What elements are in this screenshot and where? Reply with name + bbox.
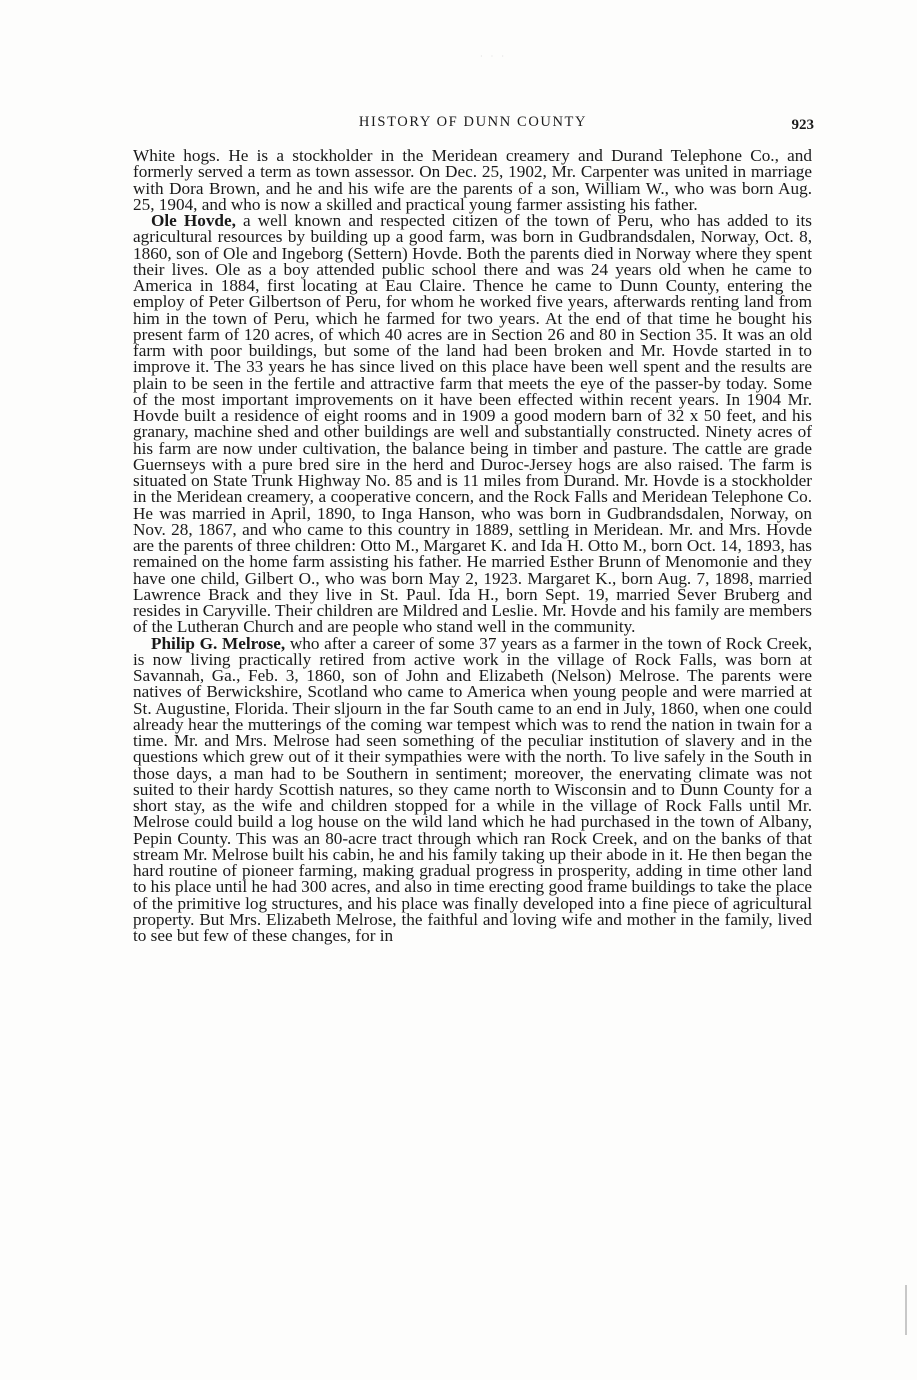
paragraph-text: a well known and respected citizen of the town of Peru, who has added to its agricultural resources by building up a good farm, was born in Gudbrandsdalen, Norway, Oct. 8, 1860, son of Ole and Ingeborg (Settern) Hovde. Both the parents died in Norway where they spent their lives. Ole as a boy attended public school there and was 24 years old when he came to America in 1884, first locating at Eau Claire. Thence he came to Dunn County, entering the employ of Peter Gilbertson of Peru, for whom he worked five years, afterwards renting land from him in the town of Peru, which he farmed for two years. At the end of that time he bought his present farm of 120 acres, of which 40 acres are in Section 26 and 80 in Section 35. It was an old farm with poor buildings, but some of the land had been broken and Mr. Hovde started in to improve it. The 33 years he has since lived on this place have been well spent and the results are plain to be seen in the fertile and attractive farm that meets the eye of the passer-by today. Some of the most important improvements on it have been effected within recent years. In 1904 Mr. Hovde built a residence of eight rooms and in 1909 a good modern barn of 32 x 50 feet, and his granary, machine shed and other buildings are well and substantially constructed. Ninety acres of his farm are now under cultivation, the balance being in timber and pasture. The cattle are grade Guernseys with a pure bred sire in the herd and Duroc-Jersey hogs are also raised. The farm is situated on State Trunk Highway No. 85 and is 11 miles from Durand. Mr. Hovde is a stockholder in the Meridean creamery, a cooperative concern, and the Rock Falls and Meridean Telephone Co. He was married in April, 1890, to Inga Hanson, who was born in Gudbrandsdalen, Norway, on Nov. 28, 1867, and who came to this country in 1889, settling in Meridean. Mr. and Mrs. Hovde are the parents of three children: Otto M., Margaret K. and Ida H. Otto M., born Oct. 14, 1893, has remained on the home farm assisting his father. He married Esther Brunn of Menomonie and they have one child, Gilbert O., who was born May 2, 1923. Margaret K., born Aug. 7, 1898, married Lawrence Brack and they live in St. Paul. Ida H., born Sept. 19, married Sever Bruberg and resides in Caryville. Their children are Mildred and Leslie. Mr. Hovde and his family are members of the Lutheran Church and are people who stand well in the community. — [133, 211, 812, 637]
page-header — [130, 114, 816, 136]
paragraph-text: who after a career of some 37 years as a farmer in the town of Rock Creek, is now living practically retired from active work in the village of Rock Falls, was born at Savannah, Ga., Feb. 3, 1860, son of John and Elizabeth (Nelson) Melrose. The parents were natives of Berwickshire, Scotland who came to America when young people and were married at St. Augustine, Florida. Their sljourn in the far South came to an end in July, 1860, when one could already hear the mutterings of the coming war tempest which was to rend the nation in twain for a time. Mr. and Mrs. Melrose had seen something of the peculiar institution of slavery and in the questions which grew out of it their sympathies were with the north. To live safely in the South in those days, a man had to be Southern in sentiment; moreover, the enervating climate was not suited to their hardy Scottish natures, so they came north to Wisconsin and to Dunn County for a short stay, as the wife and children stopped for a while in the village of Rock Falls until Mr. Melrose could build a log house on the wild land which he had purchased in the town of Albany, Pepin County. This was an 80-acre tract through which ran Rock Creek, and on the banks of that stream Mr. Melrose built his cabin, he and his family taking up their abode in it. He then began the hard routine of pioneer farming, making gradual progress in prosperity, adding in time other land to his place until he had 300 acres, and also in time erecting good frame buildings to take the place of the primitive log structures, and his place was finally developed into a fine piece of agricultural property. But Mrs. Elizabeth Melrose, the faithful and loving wife and mother in the family, lived to see but few of these changes, for in — [133, 633, 812, 945]
page-smudge: · · · — [480, 52, 507, 61]
page-number: 923 — [791, 117, 814, 133]
biography-name: Philip G. Melrose, — [151, 633, 286, 653]
paragraph-philip-melrose — [133, 633, 812, 945]
paragraph-text: White hogs. He is a stockholder in the Meridean creamery and Durand Telephone Co., and formerly served a term as town assessor. On Dec. 25, 1902, Mr. Carpenter was united in marriage with Dora Brown, and he and his wife are the parents of a son, William W., who was born Aug. 25, 1904, and who is now a skilled and practical young farmer assisting his father. — [133, 146, 812, 214]
paragraph-ole-hovde — [133, 213, 812, 636]
page-edge-mark — [905, 1285, 907, 1335]
running-title: HISTORY OF DUNN COUNTY — [358, 114, 588, 130]
paragraph-carpenter-continued — [133, 148, 812, 213]
biography-name: Ole Hovde, — [151, 211, 236, 230]
body-text — [133, 148, 812, 944]
